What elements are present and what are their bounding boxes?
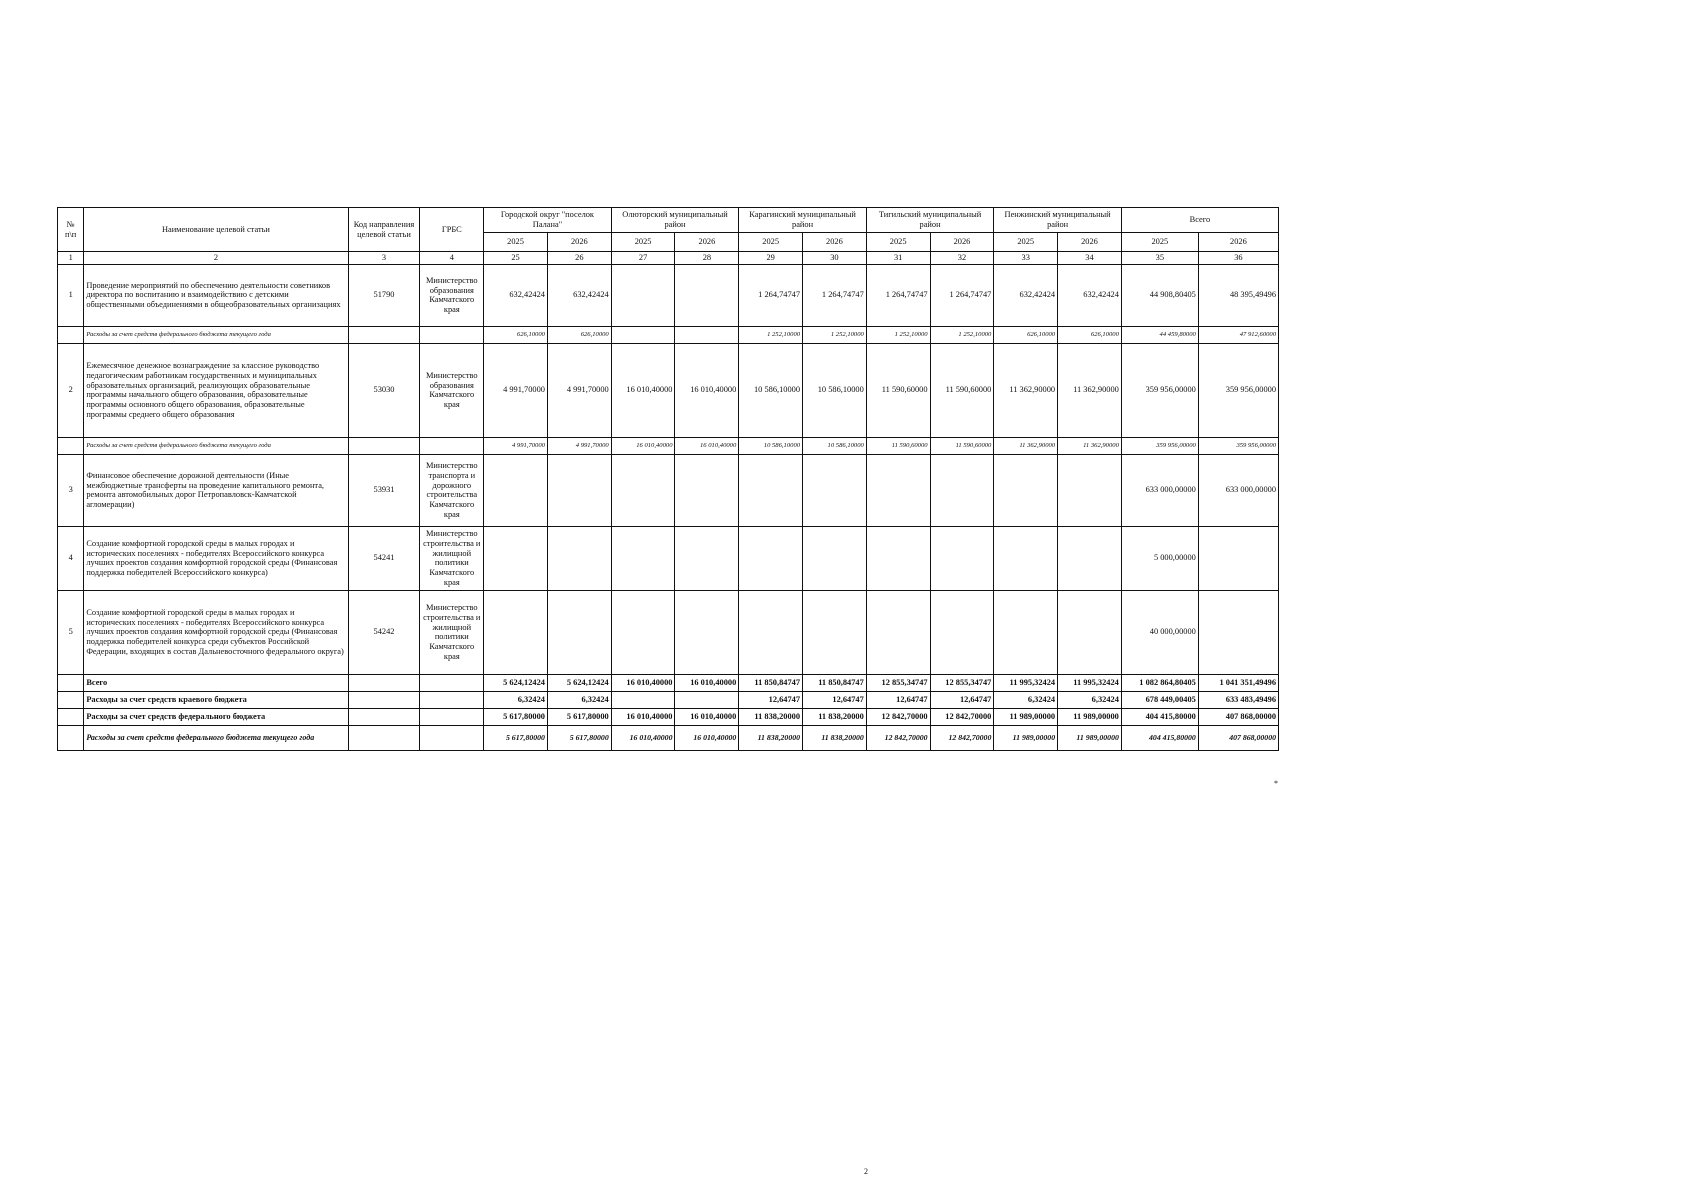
row-name-cell: Расходы за счет средств федерального бюджета текущего года	[84, 437, 348, 454]
total-value-cell: 16 010,40000	[611, 674, 675, 691]
header-group-penzhinsky: Пенжинский муниципальный район	[994, 208, 1122, 233]
row-num-cell: 4	[58, 526, 84, 590]
row-grbs-cell	[420, 725, 484, 750]
value-cell: 4 991,70000	[547, 343, 611, 437]
value-cell: 11 590,60000	[866, 343, 930, 437]
budget-table	[57, 207, 1279, 751]
total-value-cell: 16 010,40000	[675, 725, 739, 750]
header-name: Наименование целевой статьи	[84, 208, 348, 252]
header-year: 2026	[1198, 233, 1278, 252]
value-cell: 1 264,74747	[803, 264, 867, 326]
value-cell: 359 956,00000	[1198, 343, 1278, 437]
value-cell: 1 252,10000	[866, 326, 930, 343]
total-value-cell: 6,32424	[994, 691, 1058, 708]
value-cell	[611, 326, 675, 343]
value-cell: 632,42424	[1058, 264, 1122, 326]
row-grbs-cell: Министерство образования Камчатского края	[420, 343, 484, 437]
header-grbs: ГРБС	[420, 208, 484, 252]
column-index-cell: 32	[930, 252, 994, 265]
column-index-cell: 29	[739, 252, 803, 265]
total-value-cell: 12 842,70000	[866, 725, 930, 750]
value-cell	[739, 526, 803, 590]
value-cell: 1 252,10000	[739, 326, 803, 343]
header-group-karaginsky: Карагинский муниципальный район	[739, 208, 867, 233]
total-value-cell: 5 617,80000	[484, 708, 548, 725]
row-num-cell: 5	[58, 590, 84, 674]
total-label-cell: Расходы за счет средств краевого бюджета	[84, 691, 348, 708]
value-cell: 11 362,90000	[994, 437, 1058, 454]
value-cell	[675, 454, 739, 526]
row-grbs-cell	[420, 674, 484, 691]
row-grbs-cell	[420, 326, 484, 343]
total-value-cell: 12 855,34747	[866, 674, 930, 691]
subtotal-row	[58, 437, 1279, 454]
value-cell: 44 459,80000	[1121, 326, 1198, 343]
row-grbs-cell: Министерство транспорта и дорожного строительства Камчатского края	[420, 454, 484, 526]
row-name-cell: Создание комфортной городской среды в малых городах и исторических поселениях - победителях Всероссийского конкурса лучших проектов создания комфортной городской среды (Финансовая поддержка победителей конкурса среди субъектов Российской Федерации, входящих в состав Дальневосточного федерального округа)	[84, 590, 348, 674]
value-cell: 633 000,00000	[1121, 454, 1198, 526]
value-cell: 626,10000	[994, 326, 1058, 343]
row-code-cell: 53030	[348, 343, 420, 437]
value-cell	[930, 454, 994, 526]
value-cell: 4 991,70000	[547, 437, 611, 454]
value-cell	[547, 590, 611, 674]
total-value-cell: 11 989,00000	[1058, 725, 1122, 750]
value-cell	[803, 454, 867, 526]
column-index-cell: 35	[1121, 252, 1198, 265]
value-cell	[1198, 526, 1278, 590]
header-group-palana: Городской округ "поселок Палана"	[484, 208, 612, 233]
table-row	[58, 590, 1279, 674]
header-year: 2025	[484, 233, 548, 252]
table-row	[58, 454, 1279, 526]
value-cell	[803, 590, 867, 674]
row-num-cell: 3	[58, 454, 84, 526]
column-index-cell: 27	[611, 252, 675, 265]
value-cell: 1 264,74747	[739, 264, 803, 326]
value-cell	[1058, 590, 1122, 674]
value-cell: 16 010,40000	[611, 343, 675, 437]
total-value-cell: 11 850,84747	[739, 674, 803, 691]
total-value-cell: 5 617,80000	[484, 725, 548, 750]
total-value-cell: 633 483,49496	[1198, 691, 1278, 708]
header-group-total: Всего	[1121, 208, 1278, 233]
value-cell: 40 000,00000	[1121, 590, 1198, 674]
total-value-cell: 16 010,40000	[675, 674, 739, 691]
header-year: 2026	[803, 233, 867, 252]
row-num-cell: 2	[58, 343, 84, 437]
row-code-cell: 51790	[348, 264, 420, 326]
total-value-cell: 16 010,40000	[611, 708, 675, 725]
value-cell	[994, 454, 1058, 526]
total-value-cell: 5 617,80000	[547, 708, 611, 725]
value-cell: 11 590,60000	[930, 343, 994, 437]
column-index-cell: 30	[803, 252, 867, 265]
total-value-cell: 11 995,32424	[994, 674, 1058, 691]
value-cell: 16 010,40000	[675, 343, 739, 437]
total-value-cell: 16 010,40000	[675, 708, 739, 725]
total-label-cell: Расходы за счет средств федерального бюджета	[84, 708, 348, 725]
column-index-cell: 1	[58, 252, 84, 265]
value-cell: 11 362,90000	[1058, 437, 1122, 454]
total-value-cell: 6,32424	[547, 691, 611, 708]
value-cell	[803, 526, 867, 590]
total-value-cell	[675, 691, 739, 708]
value-cell: 10 586,10000	[739, 437, 803, 454]
value-cell: 633 000,00000	[1198, 454, 1278, 526]
total-label-cell: Всего	[84, 674, 348, 691]
column-index-cell: 25	[484, 252, 548, 265]
page-number: 2	[864, 1167, 868, 1176]
total-value-cell: 16 010,40000	[611, 725, 675, 750]
row-name-cell: Создание комфортной городской среды в малых городах и исторических поселениях - победителях Всероссийского конкурса лучших проектов создания комфортной городской среды (Финансовая поддержка победителей Всероссийского конкурса)	[84, 526, 348, 590]
total-value-cell: 11 838,20000	[739, 708, 803, 725]
value-cell	[675, 590, 739, 674]
value-cell: 359 956,00000	[1121, 343, 1198, 437]
total-value-cell: 12 842,70000	[930, 708, 994, 725]
header-row-groups	[58, 208, 1279, 233]
row-code-cell	[348, 708, 420, 725]
value-cell: 1 264,74747	[866, 264, 930, 326]
total-value-cell: 12,64747	[866, 691, 930, 708]
row-name-cell: Проведение мероприятий по обеспечению деятельности советников директора по воспитанию и взаимодействию с детскими общественными объединениями в общеобразовательных организациях	[84, 264, 348, 326]
total-value-cell: 6,32424	[484, 691, 548, 708]
total-value-cell: 1 041 351,49496	[1198, 674, 1278, 691]
row-num-cell	[58, 674, 84, 691]
total-value-cell: 11 995,32424	[1058, 674, 1122, 691]
header-group-olyutorsky: Олюторский муниципальный район	[611, 208, 739, 233]
value-cell: 16 010,40000	[611, 437, 675, 454]
header-num: № п\п	[58, 208, 84, 252]
total-row	[58, 725, 1279, 750]
value-cell: 4 991,70000	[484, 343, 548, 437]
value-cell: 5 000,00000	[1121, 526, 1198, 590]
row-num-cell: 1	[58, 264, 84, 326]
value-cell	[611, 526, 675, 590]
header-year: 2025	[994, 233, 1058, 252]
column-index-cell: 36	[1198, 252, 1278, 265]
value-cell: 11 590,60000	[866, 437, 930, 454]
value-cell: 1 252,10000	[930, 326, 994, 343]
row-num-cell	[58, 691, 84, 708]
total-value-cell: 6,32424	[1058, 691, 1122, 708]
value-cell	[1198, 590, 1278, 674]
value-cell: 10 586,10000	[803, 437, 867, 454]
total-value-cell: 678 449,00405	[1121, 691, 1198, 708]
header-year: 2025	[866, 233, 930, 252]
column-index-row	[58, 252, 1279, 265]
total-value-cell: 404 415,80000	[1121, 725, 1198, 750]
row-code-cell: 54241	[348, 526, 420, 590]
total-value-cell: 12,64747	[930, 691, 994, 708]
row-code-cell	[348, 674, 420, 691]
value-cell: 632,42424	[484, 264, 548, 326]
header-year: 2026	[675, 233, 739, 252]
row-grbs-cell: Министерство образования Камчатского края	[420, 264, 484, 326]
value-cell	[930, 526, 994, 590]
row-num-cell	[58, 725, 84, 750]
total-value-cell: 11 989,00000	[1058, 708, 1122, 725]
column-index-cell: 2	[84, 252, 348, 265]
total-value-cell: 12 842,70000	[930, 725, 994, 750]
value-cell: 16 010,40000	[675, 437, 739, 454]
value-cell	[739, 454, 803, 526]
column-index-cell: 3	[348, 252, 420, 265]
value-cell: 48 395,49496	[1198, 264, 1278, 326]
total-value-cell: 11 838,20000	[803, 725, 867, 750]
row-num-cell	[58, 326, 84, 343]
value-cell	[675, 526, 739, 590]
header-year: 2025	[1121, 233, 1198, 252]
row-num-cell	[58, 437, 84, 454]
column-index-cell: 4	[420, 252, 484, 265]
value-cell	[484, 526, 548, 590]
column-index-cell: 28	[675, 252, 739, 265]
total-value-cell: 11 850,84747	[803, 674, 867, 691]
row-name-cell: Ежемесячное денежное вознаграждение за классное руководство педагогическим работникам государственных и муниципальных образовательных организаций, реализующих образовательные программы начального общего образования, образовательные программы основного общего образования, образовательные программы среднего общего образования	[84, 343, 348, 437]
header-group-tigilsky: Тигильский муниципальный район	[866, 208, 994, 233]
value-cell	[994, 526, 1058, 590]
value-cell	[866, 590, 930, 674]
total-value-cell: 12,64747	[739, 691, 803, 708]
value-cell: 4 991,70000	[484, 437, 548, 454]
value-cell: 1 252,10000	[803, 326, 867, 343]
total-value-cell: 12 842,70000	[866, 708, 930, 725]
value-cell: 10 586,10000	[803, 343, 867, 437]
table-row	[58, 264, 1279, 326]
total-row	[58, 674, 1279, 691]
header-year: 2026	[930, 233, 994, 252]
value-cell	[611, 454, 675, 526]
row-code-cell	[348, 691, 420, 708]
value-cell: 632,42424	[547, 264, 611, 326]
total-row	[58, 691, 1279, 708]
value-cell: 11 362,90000	[994, 343, 1058, 437]
subtotal-row	[58, 326, 1279, 343]
row-code-cell	[348, 437, 420, 454]
row-grbs-cell	[420, 708, 484, 725]
total-value-cell: 407 868,00000	[1198, 708, 1278, 725]
row-grbs-cell: Министерство строительства и жилищной политики Камчатского края	[420, 526, 484, 590]
value-cell	[675, 326, 739, 343]
corner-mark: *	[1274, 779, 1278, 788]
column-index-cell: 33	[994, 252, 1058, 265]
value-cell: 626,10000	[1058, 326, 1122, 343]
total-row	[58, 708, 1279, 725]
value-cell	[866, 526, 930, 590]
value-cell: 359 956,00000	[1121, 437, 1198, 454]
total-value-cell: 12,64747	[803, 691, 867, 708]
value-cell	[484, 454, 548, 526]
total-value-cell: 11 989,00000	[994, 725, 1058, 750]
total-value-cell: 404 415,80000	[1121, 708, 1198, 725]
value-cell	[675, 264, 739, 326]
total-label-cell: Расходы за счет средств федерального бюджета текущего года	[84, 725, 348, 750]
value-cell	[1058, 454, 1122, 526]
value-cell	[547, 454, 611, 526]
total-value-cell: 5 624,12424	[484, 674, 548, 691]
total-value-cell: 12 855,34747	[930, 674, 994, 691]
value-cell	[994, 590, 1058, 674]
value-cell	[611, 264, 675, 326]
value-cell: 10 586,10000	[739, 343, 803, 437]
header-year: 2025	[611, 233, 675, 252]
total-value-cell: 11 989,00000	[994, 708, 1058, 725]
value-cell	[866, 454, 930, 526]
value-cell: 626,10000	[484, 326, 548, 343]
row-grbs-cell: Министерство строительства и жилищной политики Камчатского края	[420, 590, 484, 674]
total-value-cell: 11 838,20000	[803, 708, 867, 725]
column-index-cell: 26	[547, 252, 611, 265]
value-cell: 44 908,80405	[1121, 264, 1198, 326]
value-cell: 1 264,74747	[930, 264, 994, 326]
row-code-cell: 53931	[348, 454, 420, 526]
value-cell	[930, 590, 994, 674]
value-cell: 11 362,90000	[1058, 343, 1122, 437]
row-name-cell: Финансовое обеспечение дорожной деятельности (Иные межбюджетные трансферты на проведение капитального ремонта, ремонта автомобильных дорог Петропавловск-Камчатской агломерации)	[84, 454, 348, 526]
value-cell	[1058, 526, 1122, 590]
table-body	[58, 264, 1279, 750]
row-code-cell	[348, 326, 420, 343]
row-code-cell	[348, 725, 420, 750]
row-code-cell: 54242	[348, 590, 420, 674]
value-cell: 626,10000	[547, 326, 611, 343]
total-value-cell: 5 617,80000	[547, 725, 611, 750]
total-value-cell: 407 868,00000	[1198, 725, 1278, 750]
value-cell	[739, 590, 803, 674]
header-code: Код направления целевой статьи	[348, 208, 420, 252]
value-cell	[611, 590, 675, 674]
table-row	[58, 526, 1279, 590]
value-cell: 632,42424	[994, 264, 1058, 326]
row-grbs-cell	[420, 691, 484, 708]
value-cell	[484, 590, 548, 674]
value-cell: 47 912,60000	[1198, 326, 1278, 343]
value-cell: 359 956,00000	[1198, 437, 1278, 454]
row-name-cell: Расходы за счет средств федерального бюджета текущего года	[84, 326, 348, 343]
column-index-cell: 31	[866, 252, 930, 265]
value-cell	[547, 526, 611, 590]
total-value-cell	[611, 691, 675, 708]
table-row	[58, 343, 1279, 437]
row-num-cell	[58, 708, 84, 725]
total-value-cell: 11 838,20000	[739, 725, 803, 750]
header-year: 2025	[739, 233, 803, 252]
total-value-cell: 5 624,12424	[547, 674, 611, 691]
header-year: 2026	[1058, 233, 1122, 252]
value-cell: 11 590,60000	[930, 437, 994, 454]
total-value-cell: 1 082 864,80405	[1121, 674, 1198, 691]
header-year: 2026	[547, 233, 611, 252]
row-grbs-cell	[420, 437, 484, 454]
column-index-cell: 34	[1058, 252, 1122, 265]
